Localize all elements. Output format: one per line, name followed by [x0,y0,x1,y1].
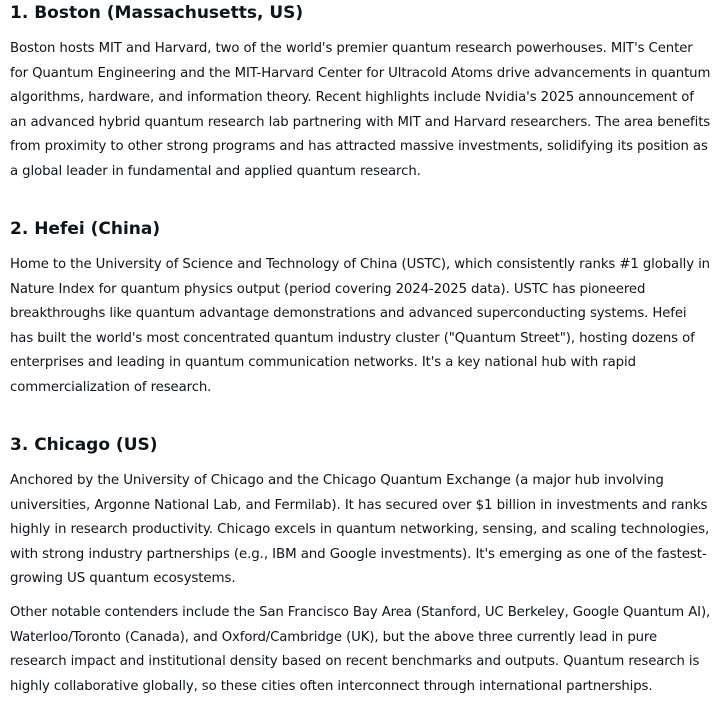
paragraph-line: has built the world's most concentrated quantum industry cluster ("Quantum Street"), hosting dozens of [10,330,695,346]
paragraph-line: highly in research productivity. Chicago excels in quantum networking, sensing, and scaling technologies, [10,522,710,538]
section-title-chicago: 3. Chicago (US) [10,435,158,455]
paragraph-line: growing US quantum ecosystems. [10,571,236,587]
paragraph-line: research impact and institutional density based on recent benchmarks and outputs. Quantum research is [10,654,700,670]
closing-paragraph [10,601,718,699]
section-title-hefei: 2. Hefei (China) [10,219,161,239]
section-paragraph-hefei [10,253,717,401]
paragraph-line: Other notable contenders include the San Francisco Bay Area (Stanford, UC Berkeley, Google Quantum AI), [10,605,711,620]
paragraph-line: for Quantum Engineering and the MIT-Harvard Center for Ultracold Atoms drive advancements in quantum [10,65,711,81]
paragraph-line: universities, Argonne National Lab, and Fermilab). It has secured over $1 billion in investments and ranks [10,497,708,513]
paragraph-line: commercialization of research. [10,379,212,395]
paragraph-line: enterprises and leading in quantum communication networks. It's a key national hub with rapid [10,355,636,371]
paragraph-line: from proximity to other strong programs and has attracted massive investments, solidifying its position as [10,139,708,155]
paragraph-line: highly collaborative globally, so these cities often interconnect through international partnerships. [10,678,653,694]
paragraph-line: breakthroughs like quantum advantage demonstrations and advanced superconducting systems. Hefei [10,306,687,322]
paragraph-line: Home to the University of Science and Technology of China (USTC), which consistently ranks #1 globally in [10,257,711,272]
paragraph-line: Anchored by the University of Chicago and the Chicago Quantum Exchange (a major hub involving [10,473,664,488]
paragraph-line: an advanced hybrid quantum research lab partnering with MIT and Harvard researchers. The area benefits [10,114,711,130]
paragraph-line: with strong industry partnerships (e.g., IBM and Google investments). It's emerging as one of the fastest- [10,546,707,562]
paragraph-line: algorithms, hardware, and information theory. Recent highlights include Nvidia's 2025 announcement of [10,90,694,106]
paragraph-line: a global leader in fundamental and applied quantum research. [10,163,421,179]
section-paragraph-boston [10,37,716,185]
paragraph-line: Nature Index for quantum physics output (period covering 2024-2025 data). USTC has pioneered [10,281,646,297]
paragraph-line: Boston hosts MIT and Harvard, two of the world's premier quantum research powerhouses. MIT's Center [10,41,693,56]
section-paragraph-chicago [10,469,709,592]
paragraph-line: Waterloo/Toronto (Canada), and Oxford/Cambridge (UK), but the above three currently lead in pure [10,629,658,645]
section-title-boston: 1. Boston (Massachusetts, US) [10,3,304,23]
